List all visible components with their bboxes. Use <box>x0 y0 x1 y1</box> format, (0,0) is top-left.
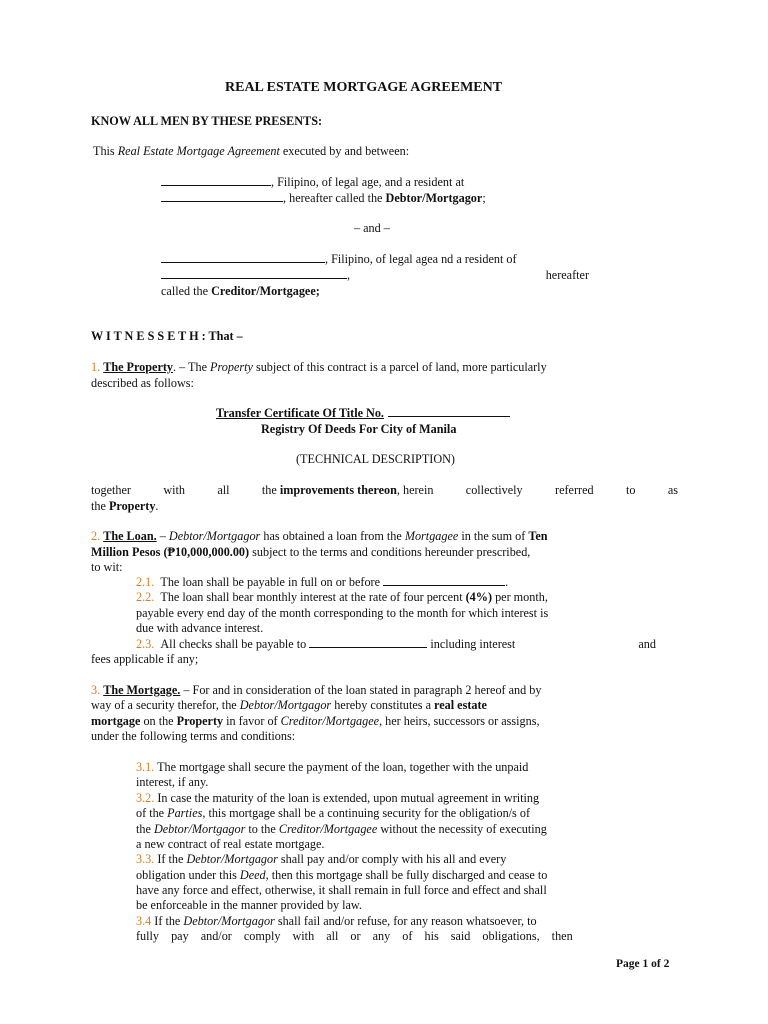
s3-text: Debtor/Mortgagor <box>239 698 332 712</box>
clause-text: obligation under this <box>136 868 240 882</box>
party2-text1: , Filipino, of legal agea nd a resident of <box>325 252 517 266</box>
word: with <box>163 483 185 497</box>
intro-heading: KNOW ALL MEN BY THESE PRESENTS: <box>91 114 323 128</box>
clause-text: The loan shall be payable in full on or before <box>160 575 381 589</box>
party2-line1 <box>161 252 517 267</box>
due-date-blank <box>383 575 505 586</box>
together-line2 <box>91 499 158 514</box>
clause-text: , then this mortgage shall be fully discharged and cease to <box>265 868 548 882</box>
section2-line1 <box>91 529 548 544</box>
intro-doc-name: Real Estate Mortgage Agreement <box>117 144 280 158</box>
clause-text: to the <box>245 822 279 836</box>
clause-text: without the necessity of executing <box>377 822 547 836</box>
section1-text2: Property <box>210 360 253 374</box>
clause-text: All checks shall be payable to <box>160 637 307 651</box>
clause-2-3-line2: fees applicable if any; <box>91 652 199 666</box>
clause-text: The loan shall bear monthly interest at the rate of four percent <box>160 590 466 604</box>
clause-text: Creditor/Mortgagee <box>278 822 378 836</box>
clause-number: 2.3. <box>136 637 155 651</box>
registry-line: Registry Of Deeds For City of Manila <box>261 422 457 436</box>
section2-number: 2. <box>91 529 101 543</box>
intro-text: This <box>93 144 118 158</box>
section1-line2: described as follows: <box>91 376 194 390</box>
word: together <box>91 483 131 497</box>
clause-2-2-line2: payable every end day of the month corresponding to the month for which interest is <box>136 606 549 620</box>
section1-line1 <box>91 360 547 375</box>
intro-text-end: executed by and between: <box>279 144 410 158</box>
section3-number: 3. <box>91 683 101 697</box>
clause-text: shall fail and/or refuse, for any reason whatsoever, to <box>274 914 537 928</box>
party2-line2 <box>161 268 589 283</box>
clause-3-2-line1 <box>136 791 539 806</box>
s3-text: real estate <box>434 698 487 712</box>
document-title: REAL ESTATE MORTGAGE AGREEMENT <box>225 80 503 95</box>
clause-text: including interest <box>430 637 516 651</box>
s3-text: , her heirs, successors or assigns, <box>379 714 540 728</box>
clause-text: If the <box>151 914 184 928</box>
payee-blank <box>309 637 427 648</box>
word: as <box>667 483 678 497</box>
word: referred <box>555 483 594 497</box>
clause-text: shall pay and/or comply with his all and every <box>277 852 507 866</box>
s3-text: Property <box>176 714 224 728</box>
clause-text: Debtor/Mortgagor <box>186 852 278 866</box>
section3-line4: under the following terms and conditions: <box>91 729 296 743</box>
technical-description: (TECHNICAL DESCRIPTION) <box>296 452 455 466</box>
s2-text: – <box>156 529 169 543</box>
clause-3-1-line2: interest, if any. <box>136 775 209 789</box>
s2-text: subject to the terms and conditions hereunder prescribed, <box>249 545 531 559</box>
clause-number: 3.4 <box>136 914 152 928</box>
clause-text: In case the maturity of the loan is extended, upon mutual agreement in writing <box>154 791 540 805</box>
tct-label: Transfer Certificate Of Title No. <box>216 406 384 420</box>
s3-text: hereby constitutes a <box>331 698 435 712</box>
clause-end: . <box>505 575 509 589</box>
page-number: Page 1 of 2 <box>616 958 670 970</box>
party1-line2 <box>161 191 486 206</box>
party2-line3 <box>161 284 320 299</box>
party2-comma: , <box>347 268 351 282</box>
party1-text1: , Filipino, of legal age, and a resident at <box>271 175 465 189</box>
clause-text: Deed <box>239 868 266 882</box>
clause-number: 2.1. <box>136 575 155 589</box>
together-text: the <box>91 499 109 513</box>
party1-address-blank <box>161 191 283 202</box>
s3-text: Creditor/Mortgagee <box>280 714 380 728</box>
clause-3-2-line3 <box>136 822 547 837</box>
clause-3-2-line2 <box>136 806 530 821</box>
tct-line <box>216 406 510 421</box>
improvements-term: improvements thereon <box>279 483 397 497</box>
party2-text3: called the <box>161 284 212 298</box>
section3-line2 <box>91 698 487 713</box>
s2-text: Debtor/Mortgagor <box>168 529 261 543</box>
intro-line <box>93 144 409 159</box>
s2-text: Mortgagee <box>404 529 459 543</box>
clause-3-2-line4: a new contract of real estate mortgage. <box>136 837 325 851</box>
property-term: Property <box>108 499 156 513</box>
s3-text: on the <box>140 714 177 728</box>
clause-3-4-line1 <box>136 914 537 929</box>
party2-hereafter: hereafter <box>545 268 589 282</box>
clause-text: The mortgage shall secure the payment of the loan, together with the unpaid <box>154 760 529 774</box>
section1-text3: subject of this contract is a parcel of land, more particularly <box>252 360 547 374</box>
word: to <box>625 483 636 497</box>
section3-line1 <box>91 683 541 698</box>
clause-2-3-line1 <box>136 637 656 652</box>
word: , herein <box>396 483 434 497</box>
clause-2-1 <box>136 575 508 590</box>
loan-amount: Million Pesos (₱10,000,000.00) <box>91 545 250 559</box>
clause-3-4-line2: fully pay and/or comply with all or any of his said obligations, then <box>136 929 573 943</box>
clause-text: If the <box>154 852 187 866</box>
s2-amount-start: Ten <box>528 529 548 543</box>
clause-3-3-line2 <box>136 868 547 883</box>
section2-heading: The Loan. <box>103 529 157 543</box>
party1-text2: , hereafter called the <box>283 191 386 205</box>
section3-heading: The Mortgage. <box>103 683 181 697</box>
clause-text: , this mortgage shall be a continuing security for the obligation/s of <box>202 806 530 820</box>
s3-text: – For and in consideration of the loan stated in paragraph 2 hereof and by <box>180 683 542 697</box>
together-end: . <box>155 499 159 513</box>
clause-number: 3.3. <box>136 852 155 866</box>
word: all <box>217 483 230 497</box>
clause-2-2-line1 <box>136 590 548 605</box>
word: the <box>261 483 277 497</box>
clause-text: Debtor/Mortgagor <box>153 822 246 836</box>
s2-text: has obtained a loan from the <box>260 529 405 543</box>
s3-text: way of a security therefor, the <box>91 698 240 712</box>
word: collectively <box>465 483 523 497</box>
clause-number: 2.2. <box>136 590 155 604</box>
clause-text: per month, <box>492 590 548 604</box>
s3-text: in favor of <box>223 714 281 728</box>
party1-name-blank <box>161 175 271 186</box>
party1-end: ; <box>482 191 486 205</box>
and-separator: – and – <box>354 221 390 235</box>
section3-line3 <box>91 714 540 729</box>
clause-3-3-line1 <box>136 852 506 867</box>
clause-text: Parties <box>167 806 203 820</box>
witnesseth-heading: W I T N E S S E T H : That – <box>91 329 243 343</box>
party1-role: Debtor/Mortgagor <box>385 191 483 205</box>
s3-text: mortgage <box>91 714 141 728</box>
party2-address-blank <box>161 268 347 279</box>
section2-line2 <box>91 545 530 560</box>
clause-text: and <box>638 637 656 651</box>
section2-line3: to wit: <box>91 560 123 574</box>
party2-role: Creditor/Mortgagee; <box>211 284 320 298</box>
together-line1 <box>91 483 678 498</box>
s2-text: in the sum of <box>458 529 529 543</box>
section1-text1: . – The <box>173 360 211 374</box>
tct-number-blank <box>388 406 510 417</box>
clause-2-2-line3: due with advance interest. <box>136 621 264 635</box>
clause-number: 3.2. <box>136 791 155 805</box>
party1-line1 <box>161 175 464 190</box>
clause-3-3-line4: be enforceable in the manner provided by law. <box>136 898 362 912</box>
section1-heading: The Property <box>103 360 174 374</box>
clause-text: Debtor/Mortgagor <box>183 914 275 928</box>
clause-text: the <box>136 822 154 836</box>
interest-rate: (4%) <box>465 590 493 604</box>
clause-3-3-line3: have any force and effect, otherwise, it shall remain in full force and effect and shall <box>136 883 547 897</box>
clause-3-1-line1 <box>136 760 528 775</box>
section1-number: 1. <box>91 360 101 374</box>
clause-text: of the <box>136 806 168 820</box>
clause-number: 3.1. <box>136 760 155 774</box>
party2-name-blank <box>161 252 325 263</box>
